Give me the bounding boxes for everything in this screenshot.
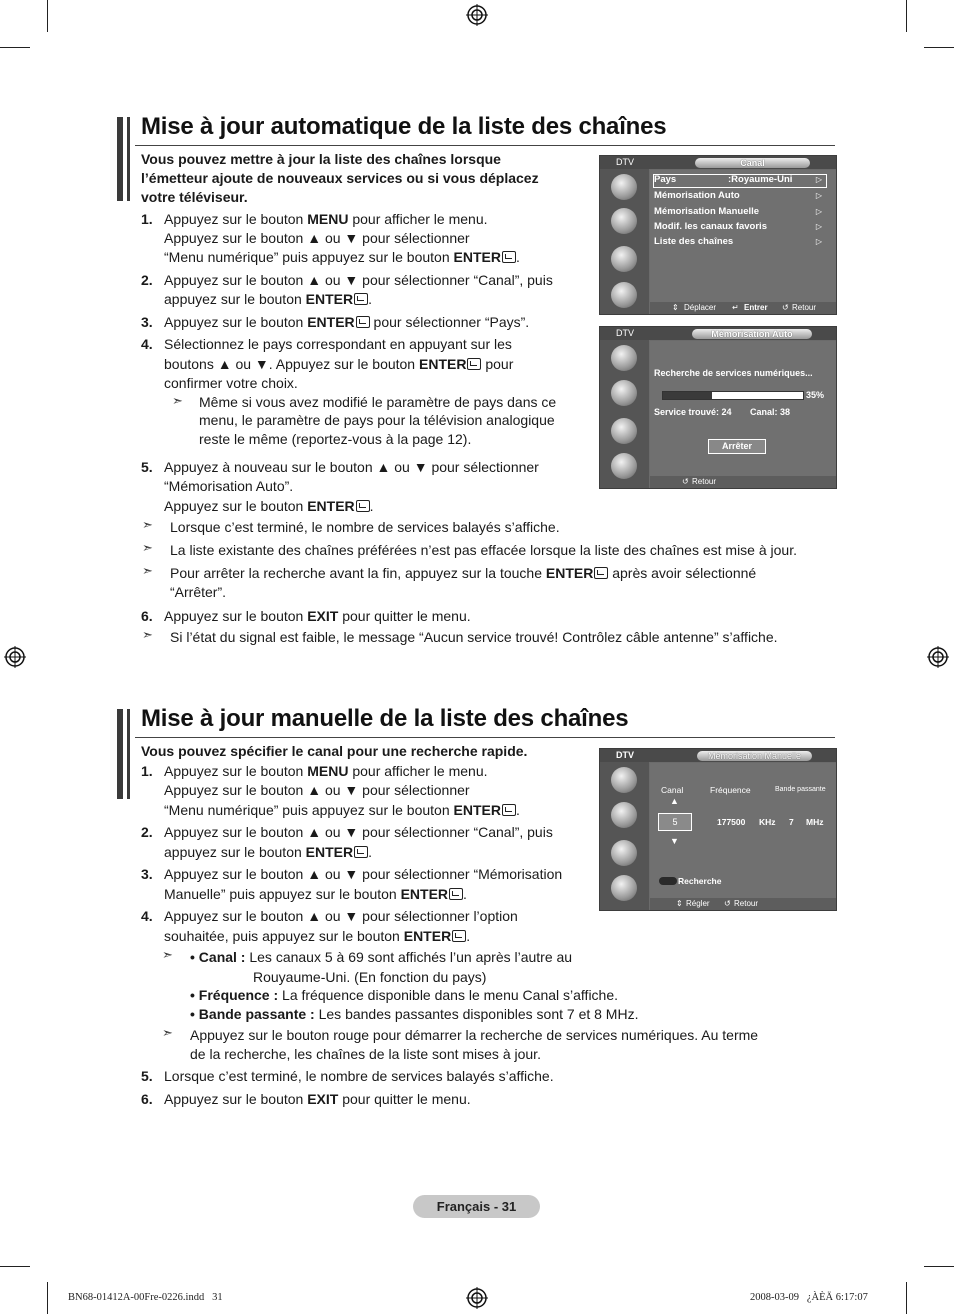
step-text: Appuyez sur le bouton ▲ ou ▼ pour sélectionner — [164, 230, 470, 246]
chevron-right-icon: ▷ — [815, 222, 822, 231]
step-text: Appuyez sur le bouton ▲ ou ▼ pour sélectionner “Canal”, puis — [164, 824, 553, 840]
section-marker — [117, 709, 123, 799]
note-text: “Arrêter”. — [170, 584, 226, 600]
enter-icon — [356, 500, 370, 512]
menu-sidebar — [600, 749, 649, 910]
menu-tab-title: Mémorisation Auto — [692, 329, 812, 339]
setup-icon — [611, 282, 637, 308]
picture-icon — [611, 174, 637, 200]
step-number: 2. — [141, 824, 153, 840]
registration-mark-icon — [466, 4, 488, 26]
registration-mark-icon — [466, 1287, 488, 1309]
menu-item-memorisation-manuelle[interactable]: Mémorisation Manuelle — [654, 206, 760, 217]
search-status-text: Recherche de services numériques... — [654, 368, 813, 378]
note-text: Lorsque c’est terminé, le nombre de services balayés s’affiche. — [170, 519, 560, 535]
menu-item-pays[interactable]: Pays — [654, 174, 677, 185]
footer-adjust-label: Régler — [686, 899, 710, 908]
picture-icon — [611, 767, 637, 793]
enter-icon: ↵ — [732, 303, 739, 312]
step-text: Appuyez sur le bouton ▲ ou ▼ pour sélectionner — [164, 782, 470, 798]
page-number-badge: Français - 31 — [413, 1195, 540, 1218]
step-number: 4. — [141, 336, 153, 352]
channel-icon — [611, 246, 637, 272]
intro-line: Vous pouvez mettre à jour la liste des chaînes lorsque — [141, 151, 501, 167]
registration-mark-icon — [4, 646, 26, 668]
enter-icon — [594, 567, 608, 579]
manual-panel — [650, 763, 836, 898]
note-text: reste le même (reportez-vous à la page 12). — [199, 431, 472, 447]
step-text: Appuyez sur le bouton ENTER pour sélectionner “Pays”. — [164, 314, 530, 330]
channel-icon — [611, 840, 637, 866]
column-bande-passante: Bande passante — [775, 786, 826, 793]
intro-line: Vous pouvez spécifier le canal pour une recherche rapide. — [141, 743, 528, 759]
bullet-canal: • Canal : Les canaux 5 à 69 sont affichés l’un après l’autre au — [190, 949, 573, 965]
dtv-label: DTV — [616, 157, 634, 167]
chevron-right-icon: ▷ — [815, 191, 822, 200]
return-icon: ↺ — [682, 477, 689, 486]
enter-icon — [452, 930, 466, 942]
intro-line: l’émetteur ajoute de nouveaux services ou si vous déplacez — [141, 170, 539, 186]
scan-panel — [650, 341, 836, 476]
step-text: Appuyez sur le bouton MENU pour afficher le menu. — [164, 211, 488, 227]
scan-progress-bar — [662, 391, 804, 400]
title-rule — [135, 737, 835, 738]
step-number: 6. — [141, 608, 153, 624]
step-text: Appuyez sur le bouton MENU pour afficher le menu. — [164, 763, 488, 779]
step-text: Appuyez sur le bouton ▲ ou ▼ pour sélectionner “Canal”, puis — [164, 272, 553, 288]
frequency-unit: KHz — [759, 817, 776, 827]
step-text: Appuyez sur le bouton EXIT pour quitter le menu. — [164, 608, 471, 624]
search-label: Recherche — [678, 876, 722, 886]
step-number: 2. — [141, 272, 153, 288]
canal-value-field[interactable]: 5 — [658, 813, 692, 831]
chevron-right-icon: ▷ — [815, 207, 822, 216]
section-title: Mise à jour automatique de la liste des chaînes — [141, 113, 667, 140]
note-text: menu, le paramètre de pays pour la télévision analogique — [199, 412, 555, 428]
registration-mark-icon — [927, 646, 949, 668]
note-arrow-icon: ➣ — [162, 947, 173, 962]
sound-icon — [611, 802, 637, 828]
chevron-right-icon: ▷ — [815, 237, 822, 246]
scan-progress-fill — [663, 392, 712, 399]
step-number: 6. — [141, 1091, 153, 1107]
step-number: 3. — [141, 866, 153, 882]
note-arrow-icon: ➣ — [142, 563, 153, 578]
sound-icon — [611, 208, 637, 234]
note-arrow-icon: ➣ — [142, 627, 153, 642]
tv-menu-screen-memorisation-auto — [599, 326, 837, 489]
enter-icon — [354, 846, 368, 858]
step-text: Sélectionnez le pays correspondant en appuyant sur les — [164, 336, 512, 352]
step-text: souhaitée, puis appuyez sur le bouton ENTER . — [164, 928, 471, 944]
note-text: Même si vous avez modifié le paramètre de pays dans ce — [199, 394, 557, 410]
red-button-icon[interactable] — [659, 877, 677, 885]
print-file-info: BN68-01412A-00Fre-0226.indd 31 — [68, 1292, 223, 1303]
crop-mark — [0, 1266, 30, 1267]
note-text: Si l’état du signal est faible, le message “Aucun service trouvé! Contrôlez câble antenne” s’affiche. — [170, 629, 778, 645]
dtv-label: DTV — [616, 328, 634, 338]
frequency-value: 177500 — [717, 817, 746, 827]
bullet-bande-passante: • Bande passante : Les bandes passantes disponibles sont 7 et 8 MHz. — [190, 1006, 639, 1022]
scan-percent: 35% — [806, 390, 825, 400]
footer-return-label: Retour — [692, 477, 717, 486]
title-rule — [135, 145, 835, 146]
return-icon: ↺ — [782, 303, 789, 312]
step-text: Appuyez sur le bouton ▲ ou ▼ pour sélectionner “Mémorisation — [164, 866, 563, 882]
note-text: Appuyez sur le bouton rouge pour démarrer la recherche de services numériques. Au terme — [190, 1027, 759, 1043]
menu-header — [600, 327, 836, 340]
chevron-right-icon: ▷ — [815, 175, 822, 184]
menu-header — [600, 156, 836, 169]
step-number: 5. — [141, 459, 153, 475]
menu-item-pays-value: :Royaume-Uni — [728, 174, 793, 185]
crop-mark — [906, 1282, 907, 1314]
note-text: Pour arrêter la recherche avant la fin, appuyez sur la touche ENTER après avoir sélectionné — [170, 565, 757, 581]
picture-icon — [611, 345, 637, 371]
step-number: 5. — [141, 1068, 153, 1084]
step-text: confirmer votre choix. — [164, 375, 298, 391]
note-arrow-icon: ➣ — [162, 1025, 173, 1040]
menu-list — [650, 170, 836, 302]
menu-footer — [650, 476, 836, 488]
services-found: Service trouvé: 24 — [654, 407, 732, 417]
sound-icon — [611, 380, 637, 406]
step-number: 3. — [141, 314, 153, 330]
footer-enter-label: Entrer — [744, 303, 768, 312]
menu-item-modif-favoris[interactable]: Modif. les canaux favoris — [654, 221, 767, 232]
dtv-label: DTV — [616, 750, 634, 760]
note-text: La liste existante des chaînes préférées n’est pas effacée lorsque la liste des chaînes est mise à jour. — [170, 542, 797, 558]
step-text: Appuyez sur le bouton ENTER . — [164, 498, 374, 514]
menu-tab-title: Canal — [695, 158, 810, 168]
crop-mark — [47, 1282, 48, 1314]
bullet-canal-cont: Rouyaume-Uni. (En fonction du pays) — [253, 969, 487, 985]
menu-footer — [650, 302, 836, 314]
up-arrow-icon: ▲ — [670, 796, 679, 806]
print-date-info: 2008-03-09 ¿ÀÈÄ 6:17:07 — [750, 1292, 868, 1303]
tv-menu-screen-canal — [599, 155, 837, 315]
enter-icon — [502, 804, 516, 816]
tv-menu-screen-memorisation-manuelle — [599, 748, 837, 911]
note-arrow-icon: ➣ — [142, 517, 153, 532]
step-text: Appuyez sur le bouton EXIT pour quitter le menu. — [164, 1091, 471, 1107]
section-marker — [127, 117, 130, 201]
crop-mark — [906, 0, 907, 32]
crop-mark — [47, 0, 48, 32]
step-text: Lorsque c’est terminé, le nombre de services balayés s’affiche. — [164, 1068, 554, 1084]
section-title: Mise à jour manuelle de la liste des chaînes — [141, 705, 629, 732]
down-arrow-icon: ▼ — [670, 836, 679, 846]
section-marker — [117, 117, 123, 201]
menu-sidebar — [600, 156, 649, 314]
menu-tab-title: Mémorisation Manuelle — [697, 751, 812, 761]
enter-icon — [467, 358, 481, 370]
setup-icon — [611, 453, 637, 479]
menu-item-liste-chaines[interactable]: Liste des chaînes — [654, 236, 734, 247]
menu-footer — [650, 898, 836, 910]
return-icon: ↺ — [724, 899, 731, 908]
enter-icon — [356, 316, 370, 328]
column-canal: Canal — [661, 785, 684, 795]
step-number: 1. — [141, 211, 153, 227]
column-frequence: Fréquence — [710, 785, 751, 795]
step-text: Appuyez sur le bouton ▲ ou ▼ pour sélectionner l’option — [164, 908, 518, 924]
crop-mark — [924, 47, 954, 48]
menu-header — [600, 749, 836, 762]
adjust-icon: ⇕ — [676, 899, 683, 908]
setup-icon — [611, 875, 637, 901]
channel-icon — [611, 418, 637, 444]
step-text: Appuyez à nouveau sur le bouton ▲ ou ▼ pour sélectionner — [164, 459, 539, 475]
menu-item-memorisation-auto[interactable]: Mémorisation Auto — [654, 190, 740, 201]
enter-icon — [354, 293, 368, 305]
bandwidth-unit: MHz — [806, 817, 824, 827]
move-icon: ⇕ — [672, 303, 679, 312]
stop-button[interactable]: Arrêter — [708, 439, 766, 454]
menu-sidebar — [600, 327, 649, 488]
enter-icon — [449, 888, 463, 900]
bullet-frequence: • Fréquence : La fréquence disponible dans le menu Canal s’affiche. — [190, 987, 619, 1003]
step-text: “Menu numérique” puis appuyez sur le bouton ENTER . — [164, 802, 520, 818]
step-text: appuyez sur le bouton ENTER . — [164, 291, 372, 307]
current-channel: Canal: 38 — [750, 407, 791, 417]
step-text: Manuelle” puis appuyez sur le bouton ENTER . — [164, 886, 467, 902]
step-text: appuyez sur le bouton ENTER . — [164, 844, 372, 860]
step-number: 1. — [141, 763, 153, 779]
note-arrow-icon: ➣ — [142, 540, 153, 555]
note-text: de la recherche, les chaînes de la liste sont mises à jour. — [190, 1046, 541, 1062]
step-number: 4. — [141, 908, 153, 924]
footer-return-label: Retour — [792, 303, 817, 312]
intro-line: votre téléviseur. — [141, 189, 248, 205]
crop-mark — [0, 47, 30, 48]
step-text: boutons ▲ ou ▼. Appuyez sur le bouton ENTER pour — [164, 356, 514, 372]
note-arrow-icon: ➣ — [172, 393, 183, 408]
footer-return-label: Retour — [734, 899, 759, 908]
step-text: “Menu numérique” puis appuyez sur le bouton ENTER . — [164, 249, 520, 265]
bandwidth-value: 7 — [789, 817, 794, 827]
crop-mark — [924, 1266, 954, 1267]
section-marker — [127, 709, 130, 799]
step-text: “Mémorisation Auto”. — [164, 478, 294, 494]
enter-icon — [502, 251, 516, 263]
footer-move-label: Déplacer — [684, 303, 717, 312]
